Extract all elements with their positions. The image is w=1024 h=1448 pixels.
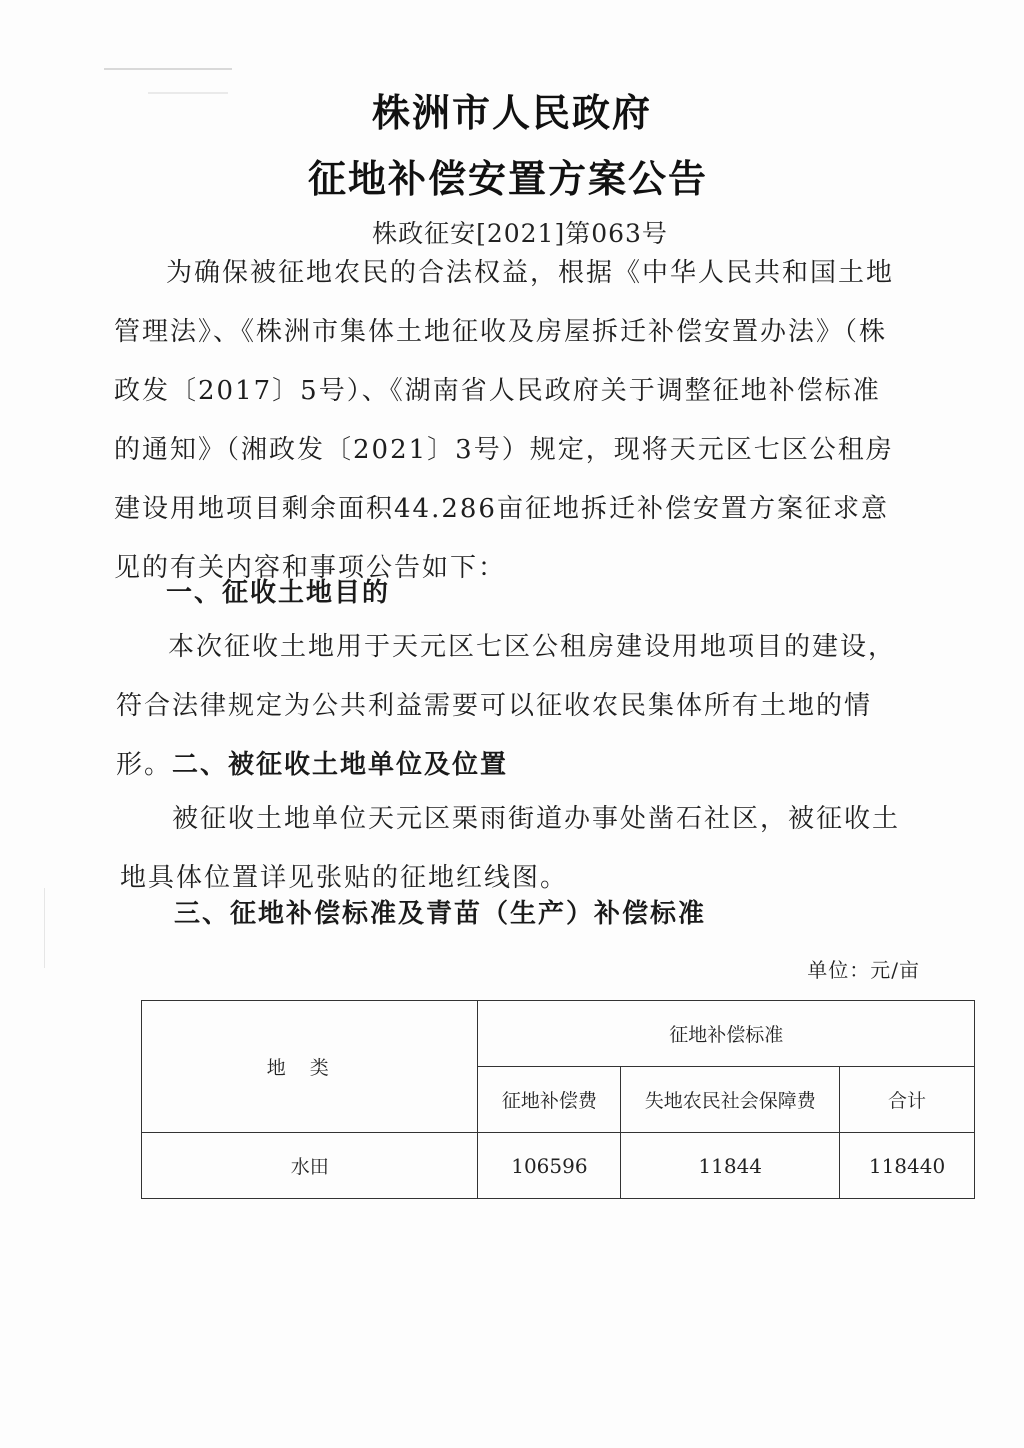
scan-artifact	[104, 68, 232, 80]
header-compensation-standard: 征地补偿标准	[478, 1001, 975, 1067]
header-land-fee: 征地补偿费	[478, 1067, 621, 1133]
header-social-security: 失地农民社会保障费	[621, 1067, 840, 1133]
document-title-line-1: 株洲市人民政府	[371, 91, 652, 135]
cell-total: 118440	[840, 1133, 975, 1199]
section-3-heading: 三、征地补偿标准及青苗（生产）补偿标准	[174, 899, 707, 929]
document-title-line-2: 征地补偿安置方案公告	[307, 157, 708, 201]
section-1-body-text: 本次征收土地用于天元区七区公租房建设用地项目的建设，符合法律规定为公共利益需要可以征收农民集体所有土地的情形。	[116, 632, 897, 780]
unit-label: 单位：元/亩	[807, 958, 920, 982]
intro-paragraph	[114, 244, 904, 598]
header-land-type: 地类	[142, 1001, 478, 1133]
header-total: 合计	[840, 1067, 975, 1133]
scan-artifact	[44, 888, 45, 968]
cell-land-type: 水田	[142, 1133, 478, 1199]
section-1-heading: 一、征收土地目的	[166, 578, 391, 608]
section-2-heading: 二、被征收土地单位及位置	[172, 750, 509, 780]
table-header-row	[142, 1001, 975, 1067]
intro-paragraph-text: 为确保被征地农民的合法权益，根据《中华人民共和国土地管理法》、《株洲市集体土地征收及房屋拆迁补偿安置办法》（株政发〔2017〕5号）、《湖南省人民政府关于调整征地补偿标准的通知》（湘政发〔2021〕3号）规定，现将天元区七区公租房建设用地项目剩余面积44.286亩征地拆迁补偿安置方案征求意见的有关内容和事项公告如下：	[114, 258, 895, 583]
section-2-body	[120, 790, 920, 908]
section-2-body-text: 被征收土地单位天元区栗雨街道办事处凿石社区，被征收土地具体位置详见张贴的征地红线图。	[120, 804, 901, 893]
document-number: 株政征安[2021]第063号	[372, 219, 668, 248]
compensation-table	[141, 1000, 975, 1199]
table-row	[142, 1133, 975, 1199]
cell-social-security: 11844	[621, 1133, 840, 1199]
cell-land-fee: 106596	[478, 1133, 621, 1199]
